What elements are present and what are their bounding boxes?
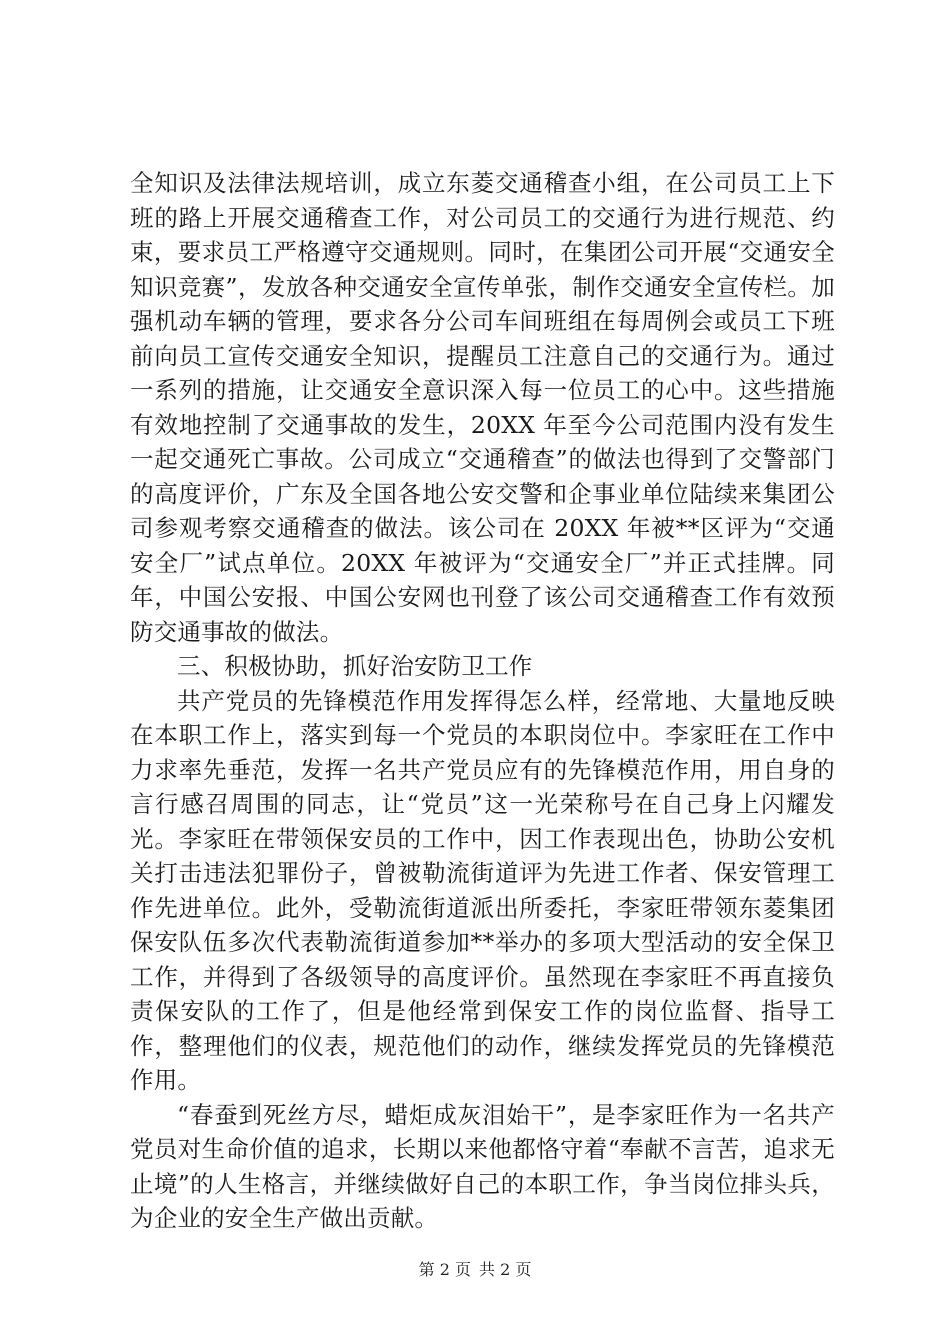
page-footer xyxy=(0,1260,950,1280)
document-body xyxy=(130,166,835,1236)
paragraph-traffic-safety: 全知识及法律法规培训，成立东菱交通稽查小组，在公司员工上下班的路上开展交通稽查工作，对公司员工的交通行为进行规范、约束，要求员工严格遵守交通规则。同时，在集团公司开展“交通安全知识竞赛”，发放各种交通安全宣传单张，制作交通安全宣传栏。加强机动车辆的管理，要求各分公司车间班组在每周例会或员工下班前向员工宣传交通安全知识，提醒员工注意自己的交通行为。通过一系列的措施，让交通安全意识深入每一位员工的心中。这些措施有效地控制了交通事故的发生，20XX 年至今公司范围内没有发生一起交通死亡事故。公司成立“交通稽查”的做法也得到了交警部门的高度评价，广东及全国各地公安交警和企事业单位陆续来集团公司参观考察交通稽查的做法。该公司在 20XX 年被**区评为“交通安全厂”试点单位。20XX 年被评为“交通安全厂”并正式挂牌。同年，中国公安报、中国公安网也刊登了该公司交通稽查工作有效预防交通事故的做法。 xyxy=(130,169,835,646)
paragraph-security-work: 共产党员的先锋模范作用发挥得怎么样，经常地、大量地反映在本职工作上，落实到每一个党员的本职岗位中。李家旺在工作中力求率先垂范，发挥一名共产党员应有的先锋模范作用，用自身的言行感召周围的同志，让“党员”这一光荣称号在自己身上闪耀发光。李家旺在带领保安员的工作中，因工作表现出色，协助公安机关打击违法犯罪份子，曾被勒流街道评为先进工作者、保安管理工作先进单位。此外，受勒流街道派出所委托，李家旺带领东菱集团保安队伍多次代表勒流街道参加**举办的多项大型活动的安全保卫工作，并得到了各级领导的高度评价。虽然现在李家旺不再直接负责保安队的工作了，但是他经常到保安工作的岗位监督、指导工作，整理他们的仪表，规范他们的动作，继续发挥党员的先锋模范作用。 xyxy=(130,686,835,1094)
paragraph-conclusion: “春蚕到死丝方尽，蜡炬成灰泪始干”，是李家旺作为一名共产党员对生命价值的追求，长期以来他都恪守着“奉献不言苦，追求无止境”的人生格言，并继续做好自己的本职工作，争当岗位排头兵，为企业的安全生产做出贡献。 xyxy=(130,1100,835,1232)
page-number: 第 2 页 xyxy=(418,1260,471,1279)
section-heading-security: 三、积极协助，抓好治安防卫工作 xyxy=(177,652,533,680)
page-total: 共 2 页 xyxy=(479,1260,532,1279)
